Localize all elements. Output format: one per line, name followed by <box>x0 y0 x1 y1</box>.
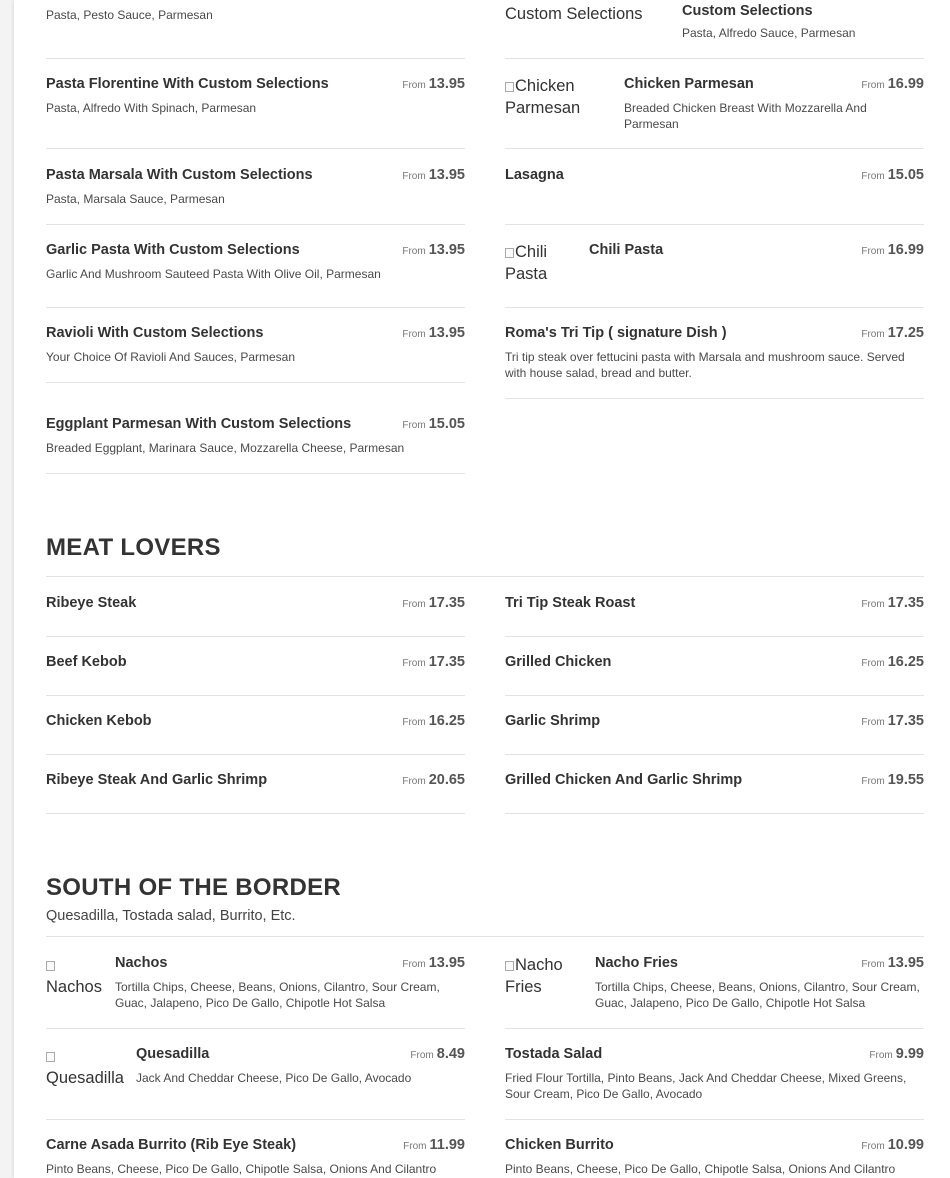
item-description: Tortilla Chips, Cheese, Beans, Onions, Cilantro, Sour Cream, Guac, Jalapeno, Pico De Gallo, Chipotle Hot Salsa <box>595 980 920 1010</box>
item-price: From 17.35 <box>861 595 924 611</box>
item-title: Custom Selections <box>682 3 813 19</box>
menu-item[interactable] <box>46 324 465 383</box>
item-title: Garlic Pasta With Custom Selections <box>46 242 300 258</box>
item-price: From 8.49 <box>410 1046 465 1062</box>
item-description: Pinto Beans, Cheese, Pico De Gallo, Chipotle Salsa, Onions And Cilantro <box>46 1162 437 1176</box>
menu-item[interactable] <box>505 954 924 1029</box>
item-description: Pasta, Marsala Sauce, Parmesan <box>46 192 225 206</box>
item-description: Your Choice Of Ravioli And Sauces, Parmesan <box>46 350 296 364</box>
item-image-alt-text: Chili Pasta <box>505 243 548 283</box>
item-price: From 13.95 <box>402 325 465 341</box>
item-price: From 20.65 <box>402 772 465 788</box>
menu-item[interactable] <box>46 415 465 474</box>
item-title: Eggplant Parmesan With Custom Selections <box>46 416 352 432</box>
item-price: From 13.95 <box>402 76 465 92</box>
menu-item[interactable] <box>46 241 465 308</box>
section-subtitle: Quesadilla, Tostada salad, Burrito, Etc. <box>46 908 296 924</box>
menu-item[interactable] <box>505 1045 924 1120</box>
item-title: Nacho Fries <box>595 955 678 971</box>
item-price: From 11.99 <box>403 1137 465 1153</box>
item-price: From 17.35 <box>402 654 465 670</box>
item-description: Fried Flour Tortilla, Pinto Beans, Jack And Cheddar Cheese, Mixed Greens, Sour Cream, Pico De Gallo, Avocado <box>505 1071 907 1101</box>
item-price: From 17.35 <box>861 713 924 729</box>
menu-item[interactable] <box>46 1045 465 1120</box>
item-description: Pasta, Pesto Sauce, Parmesan <box>46 8 213 22</box>
broken-image-icon <box>46 1052 55 1062</box>
item-title: Chicken Parmesan <box>624 76 754 92</box>
item-title: Pasta Marsala With Custom Selections <box>46 167 313 183</box>
item-title: Grilled Chicken <box>505 654 612 670</box>
item-price: From 16.99 <box>861 242 924 258</box>
item-price: From 16.25 <box>402 713 465 729</box>
menu-panel <box>14 0 950 1178</box>
item-description: Tortilla Chips, Cheese, Beans, Onions, Cilantro, Sour Cream, Guac, Jalapeno, Pico De Gallo, Chipotle Hot Salsa <box>115 980 440 1010</box>
item-description: Tri tip steak over fettucini pasta with Marsala and mushroom sauce. Served with house salad, bread and butter. <box>505 350 905 380</box>
item-title: Ribeye Steak <box>46 595 137 611</box>
item-price: From 19.55 <box>861 772 924 788</box>
menu-item[interactable] <box>46 653 465 696</box>
item-description: Garlic And Mushroom Sauteed Pasta With Olive Oil, Parmesan <box>46 267 381 281</box>
item-price: From 13.95 <box>402 955 465 971</box>
menu-item[interactable] <box>505 712 924 755</box>
menu-item[interactable] <box>505 1136 924 1178</box>
menu-item[interactable] <box>46 712 465 755</box>
item-image-alt-text: Quesadilla <box>46 1045 136 1089</box>
item-title: Roma's Tri Tip ( signature Dish ) <box>505 325 727 341</box>
broken-image-icon <box>505 961 514 971</box>
item-price: From 13.95 <box>861 955 924 971</box>
menu-item[interactable] <box>505 653 924 696</box>
item-price: From 15.05 <box>402 416 465 432</box>
item-price: From 16.25 <box>861 654 924 670</box>
section-title-meat-lovers: MEAT LOVERS <box>46 534 221 561</box>
broken-image-icon <box>505 248 514 258</box>
section-title-south-of-the-border: SOUTH OF THE BORDER <box>46 874 342 901</box>
item-title: Garlic Shrimp <box>505 713 601 729</box>
menu-item[interactable] <box>46 0 465 59</box>
menu-item[interactable] <box>505 75 924 149</box>
section-divider <box>46 936 924 937</box>
item-title: Lasagna <box>505 167 564 183</box>
item-title: Nachos <box>115 955 168 971</box>
menu-item[interactable] <box>46 75 465 149</box>
item-title: Beef Kebob <box>46 654 127 670</box>
item-title: Tostada Salad <box>505 1046 603 1062</box>
item-title: Pasta Florentine With Custom Selections <box>46 76 329 92</box>
item-price: From 13.95 <box>402 242 465 258</box>
item-image-alt-text: Nachos <box>46 954 108 998</box>
item-image-alt-text: Custom Selections <box>505 5 643 23</box>
item-title: Chicken Kebob <box>46 713 152 729</box>
section-divider <box>46 576 924 577</box>
item-price: From 13.95 <box>402 167 465 183</box>
item-description: Pasta, Alfredo Sauce, Parmesan <box>682 26 856 40</box>
menu-item[interactable] <box>505 771 924 814</box>
menu-item[interactable] <box>46 954 465 1029</box>
item-title: Tri Tip Steak Roast <box>505 595 636 611</box>
menu-item[interactable] <box>505 0 924 59</box>
broken-image-icon <box>46 961 55 971</box>
item-title: Chicken Burrito <box>505 1137 614 1153</box>
item-price: From 16.99 <box>861 76 924 92</box>
item-description: Pinto Beans, Cheese, Pico De Gallo, Chipotle Salsa, Onions And Cilantro <box>505 1162 896 1176</box>
item-price: From 9.99 <box>869 1046 924 1062</box>
menu-item[interactable] <box>505 324 924 399</box>
item-image-alt-text: Nacho Fries <box>505 956 563 996</box>
menu-item[interactable] <box>46 1136 465 1178</box>
item-description: Breaded Eggplant, Marinara Sauce, Mozzarella Cheese, Parmesan <box>46 441 405 455</box>
menu-item[interactable] <box>505 241 924 308</box>
item-description: Jack And Cheddar Cheese, Pico De Gallo, Avocado <box>136 1071 412 1085</box>
menu-item[interactable] <box>46 594 465 637</box>
item-description: Breaded Chicken Breast With Mozzarella And Parmesan <box>624 101 867 131</box>
broken-image-icon <box>505 82 514 92</box>
item-title: Grilled Chicken And Garlic Shrimp <box>505 772 743 788</box>
menu-item[interactable] <box>505 166 924 225</box>
item-title: Chili Pasta <box>589 242 664 258</box>
item-title: Ribeye Steak And Garlic Shrimp <box>46 772 268 788</box>
item-price: From 17.25 <box>861 325 924 341</box>
item-description: Pasta, Alfredo With Spinach, Parmesan <box>46 101 257 115</box>
item-title: Quesadilla <box>136 1046 210 1062</box>
item-price: From 17.35 <box>402 595 465 611</box>
item-image-alt-text: Chicken Parmesan <box>505 77 581 117</box>
item-price: From 15.05 <box>861 167 924 183</box>
menu-item[interactable] <box>505 594 924 637</box>
menu-item[interactable] <box>46 166 465 225</box>
item-price: From 10.99 <box>861 1137 924 1153</box>
item-title: Carne Asada Burrito (Rib Eye Steak) <box>46 1137 297 1153</box>
item-title: Ravioli With Custom Selections <box>46 325 264 341</box>
menu-item[interactable] <box>46 771 465 814</box>
